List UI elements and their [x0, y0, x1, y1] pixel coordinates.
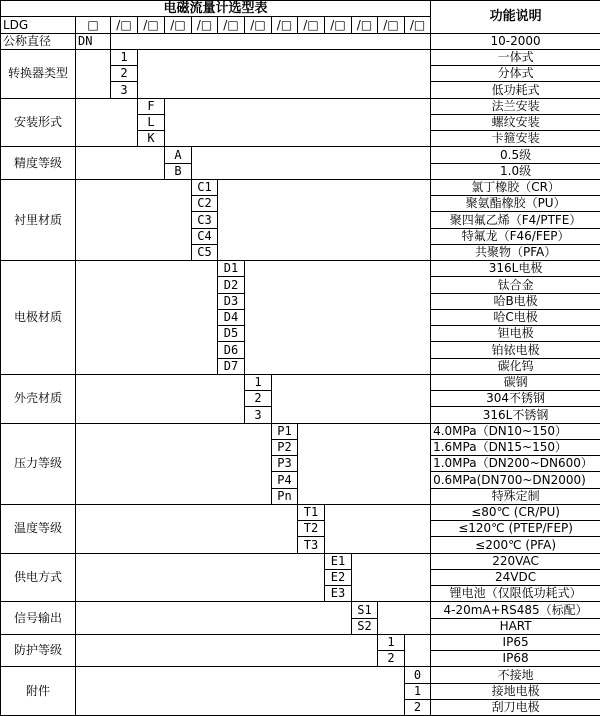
blank-cell	[76, 147, 165, 180]
option-code-cell: E1	[325, 553, 352, 569]
blank-cell	[298, 423, 431, 504]
option-code-cell: P1	[272, 423, 298, 439]
model-box-cell: □	[76, 17, 111, 33]
blank-cell	[76, 49, 111, 98]
blank-cell	[76, 98, 138, 147]
option-code-cell: Pn	[272, 488, 298, 504]
option-desc-cell: 锂电池（仅限低功耗式）	[431, 586, 600, 602]
blank-cell	[76, 179, 192, 260]
option-desc-cell: 1.0MPa（DN200~DN600）	[431, 456, 600, 472]
option-code-cell: 1	[245, 374, 272, 390]
category-label: 供电方式	[1, 553, 76, 602]
model-slot-cell: /□	[352, 17, 378, 33]
option-code-cell: 1	[405, 683, 431, 699]
model-slot-cell: /□	[325, 17, 352, 33]
blank-cell	[165, 98, 431, 147]
category-label: 压力等级	[1, 423, 76, 504]
model-slot-cell: /□	[405, 17, 431, 33]
model-slot-cell: /□	[272, 17, 298, 33]
category-label: 精度等级	[1, 147, 76, 180]
option-desc-cell: 316L电极	[431, 261, 600, 277]
blank-cell	[272, 374, 431, 423]
option-code-cell: 2	[378, 651, 405, 667]
option-code-cell: D7	[218, 358, 245, 374]
blank-cell	[378, 602, 431, 635]
option-code-cell: L	[138, 114, 165, 130]
option-code-cell: C5	[192, 244, 218, 260]
option-desc-cell: 钽电极	[431, 326, 600, 342]
option-desc-cell: 1.6MPa（DN15~150）	[431, 439, 600, 455]
option-code-cell: K	[138, 131, 165, 147]
option-code-cell: C1	[192, 179, 218, 195]
option-code-cell: P3	[272, 456, 298, 472]
option-desc-cell: 10-2000	[431, 33, 600, 49]
option-desc-cell: IP68	[431, 651, 600, 667]
option-desc-cell: 碳钢	[431, 374, 600, 390]
option-desc-cell: 特殊定制	[431, 488, 600, 504]
option-code-cell: A	[165, 147, 192, 163]
option-desc-cell: IP65	[431, 634, 600, 650]
blank-cell	[76, 634, 378, 667]
category-label: 安装形式	[1, 98, 76, 147]
blank-cell	[76, 423, 272, 504]
blank-cell	[76, 504, 298, 553]
option-desc-cell: 4.0MPa（DN10~150）	[431, 423, 600, 439]
option-code-cell: D4	[218, 309, 245, 325]
option-desc-cell: 钛合金	[431, 277, 600, 293]
option-code-cell: C4	[192, 228, 218, 244]
blank-cell	[325, 504, 431, 553]
option-code-cell: 1	[111, 49, 138, 65]
option-code-cell: 3	[111, 82, 138, 98]
option-desc-cell: 共聚物（PFA）	[431, 244, 600, 260]
category-label: 转换器类型	[1, 49, 76, 98]
blank-cell	[76, 602, 352, 635]
option-desc-cell: 哈B电极	[431, 293, 600, 309]
option-code-cell: C2	[192, 196, 218, 212]
option-desc-cell: 不接地	[431, 667, 600, 683]
option-code-cell: D6	[218, 342, 245, 358]
blank-cell	[76, 667, 405, 716]
option-desc-cell: 螺纹安装	[431, 114, 600, 130]
option-desc-cell: HART	[431, 618, 600, 634]
blank-cell	[76, 261, 218, 375]
option-code-cell: T1	[298, 504, 325, 520]
model-slot-cell: /□	[378, 17, 405, 33]
option-code-cell: DN	[76, 33, 111, 49]
option-code-cell: P4	[272, 472, 298, 488]
option-desc-cell: 一体式	[431, 49, 600, 65]
model-prefix-cell: LDG	[1, 17, 76, 33]
option-desc-cell: 304不锈钢	[431, 391, 600, 407]
category-label: 温度等级	[1, 504, 76, 553]
category-label: 电极材质	[1, 261, 76, 375]
category-label: 外壳材质	[1, 374, 76, 423]
model-slot-cell: /□	[298, 17, 325, 33]
option-code-cell: C3	[192, 212, 218, 228]
option-code-cell: 1	[378, 634, 405, 650]
category-label: 衬里材质	[1, 179, 76, 260]
option-code-cell: 2	[245, 391, 272, 407]
option-code-cell: E2	[325, 569, 352, 585]
model-slot-cell: /□	[218, 17, 245, 33]
option-desc-cell: ≤200℃ (PFA)	[431, 537, 600, 553]
function-column-header: 功能说明	[431, 1, 600, 34]
blank-cell	[352, 553, 431, 602]
table-title: 电磁流量计选型表	[1, 1, 431, 17]
option-desc-cell: 0.6MPa(DN700~DN2000)	[431, 472, 600, 488]
blank-cell	[405, 634, 431, 667]
option-code-cell: 2	[405, 699, 431, 715]
category-label: 防护等级	[1, 634, 76, 667]
option-code-cell: D5	[218, 326, 245, 342]
option-code-cell: B	[165, 163, 192, 179]
model-slot-cell: /□	[138, 17, 165, 33]
option-desc-cell: 4-20mA+RS485（标配）	[431, 602, 600, 618]
option-code-cell: P2	[272, 439, 298, 455]
category-label: 附件	[1, 667, 76, 716]
model-slot-cell: /□	[192, 17, 218, 33]
option-desc-cell: 316L不锈钢	[431, 407, 600, 423]
option-desc-cell: 0.5级	[431, 147, 600, 163]
option-desc-cell: 1.0级	[431, 163, 600, 179]
model-slot-cell: /□	[245, 17, 272, 33]
option-desc-cell: 低功耗式	[431, 82, 600, 98]
option-desc-cell: ≤120℃ (PTEP/FEP)	[431, 521, 600, 537]
option-code-cell: T3	[298, 537, 325, 553]
option-desc-cell: 刮刀电极	[431, 699, 600, 715]
blank-cell	[245, 261, 431, 375]
category-label: 信号输出	[1, 602, 76, 635]
option-desc-cell: 铂铱电极	[431, 342, 600, 358]
option-desc-cell: 法兰安装	[431, 98, 600, 114]
option-desc-cell: 特氟龙（F46/FEP）	[431, 228, 600, 244]
option-code-cell: D2	[218, 277, 245, 293]
option-code-cell: D3	[218, 293, 245, 309]
option-code-cell: S1	[352, 602, 378, 618]
category-label: 公称直径	[1, 33, 76, 49]
option-desc-cell: 220VAC	[431, 553, 600, 569]
option-desc-cell: 接地电极	[431, 683, 600, 699]
option-desc-cell: 哈C电极	[431, 309, 600, 325]
option-desc-cell: 聚氨酯橡胶（PU）	[431, 196, 600, 212]
option-desc-cell: 氯丁橡胶（CR）	[431, 179, 600, 195]
blank-cell	[192, 147, 431, 180]
option-desc-cell: ≤80℃ (CR/PU)	[431, 504, 600, 520]
blank-cell	[76, 374, 245, 423]
option-code-cell: 2	[111, 66, 138, 82]
option-desc-cell: 分体式	[431, 66, 600, 82]
model-slot-cell: /□	[111, 17, 138, 33]
option-desc-cell: 24VDC	[431, 569, 600, 585]
option-code-cell: S2	[352, 618, 378, 634]
model-slot-cell: /□	[165, 17, 192, 33]
option-desc-cell: 卡箍安装	[431, 131, 600, 147]
option-desc-cell: 聚四氟乙烯（F4/PTFE）	[431, 212, 600, 228]
blank-cell	[111, 33, 431, 49]
grid-body	[1, 1, 600, 716]
blank-cell	[76, 553, 325, 602]
option-code-cell: 0	[405, 667, 431, 683]
option-code-cell: D1	[218, 261, 245, 277]
blank-cell	[138, 49, 431, 98]
option-code-cell: E3	[325, 586, 352, 602]
option-code-cell: 3	[245, 407, 272, 423]
option-code-cell: T2	[298, 521, 325, 537]
blank-cell	[218, 179, 431, 260]
option-code-cell: F	[138, 98, 165, 114]
option-desc-cell: 碳化钨	[431, 358, 600, 374]
